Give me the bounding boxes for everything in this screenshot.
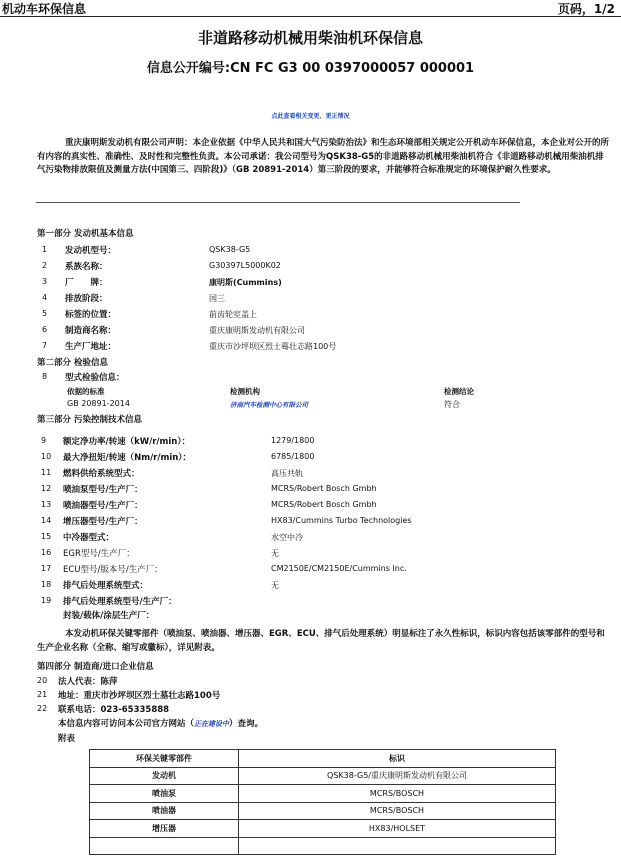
manufacturer-statement: 重庆康明斯发动机有限公司声明：本企业依据《中华人民共和国大气污染防治法》和生态环境部相关规定公开机动车环保信息，本企业对公开的所有内容的真实性、准确性、及时性和完整性负责。本公司承诺：我公司型号为QSK38-G5的非道路移动机械用柴油机符合《非道路移动机械用柴油机排气污染物排放限值及测量方法(中国第三、四阶段)》（GB 20891-2014）第三阶段的要求，并能够符合标准规定的环境保护耐久性要求。 (37, 138, 610, 175)
appendix-table (89, 749, 556, 855)
part2-label: 型式检验信息： (65, 373, 125, 383)
header-marking: 标识 (239, 750, 556, 768)
part2-number: 8 (42, 372, 48, 381)
divider (36, 202, 520, 203)
table-header-row (90, 750, 556, 768)
col-result: 检测结论 (444, 387, 474, 396)
page-header (0, 0, 621, 17)
page-number: 页码，1/2 (557, 2, 615, 16)
marking-note: 本发动机环保关键零部件（喷油泵、喷油器、增压器、EGR、ECU、排气后处理系统）明显标注了永久性标识，标识内容包括该零部件的型号和生产企业名称（全称、缩写或徽标），详见附表。 (37, 629, 605, 653)
part2-title: 第二部分 检验信息 (37, 358, 108, 368)
appendix-label: 附表 (58, 734, 76, 744)
table-row: 喷油泵 MCRS/BOSCH (90, 785, 556, 803)
table-row (90, 837, 556, 855)
test-result: 符合 (444, 400, 460, 409)
website-link[interactable]: 正在建设中 (194, 720, 230, 728)
aftertreatment-supplier-label: 封装/载体/涂层生产厂： (63, 611, 155, 621)
table-row: 喷油器 MCRS/BOSCH (90, 802, 556, 820)
header-component: 环保关键零部件 (90, 750, 239, 768)
document-title: 非道路移动机械用柴油机环保信息 (197, 29, 423, 47)
disclosure-number: 信息公开编号:CN FC G3 00 0397000057 000001 (146, 61, 475, 76)
part4-title: 第四部分 制造商/进口企业信息 (37, 662, 154, 672)
test-org-link[interactable]: 济南汽车检测中心有限公司 (230, 401, 308, 409)
header-title: 机动车环保信息 (2, 2, 87, 16)
table-row: 发动机 QSK38-G5/重庆康明斯发动机有限公司 (90, 767, 556, 785)
part1-title: 第一部分 发动机基本信息 (37, 229, 134, 239)
website-line: 本信息内容可访问本公司官方网站（正在建设中）查询。 (58, 719, 264, 729)
table-row: 增压器 HX83/HOLSET (90, 820, 556, 838)
col-org: 检测机构 (230, 387, 260, 396)
col-standard: 依据的标准 (67, 387, 105, 396)
change-history-link[interactable]: 点此查看相关变更、更正情况 (271, 113, 350, 120)
part3-title: 第三部分 污染控制技术信息 (37, 415, 142, 425)
test-standard: GB 20891-2014 (67, 399, 130, 408)
